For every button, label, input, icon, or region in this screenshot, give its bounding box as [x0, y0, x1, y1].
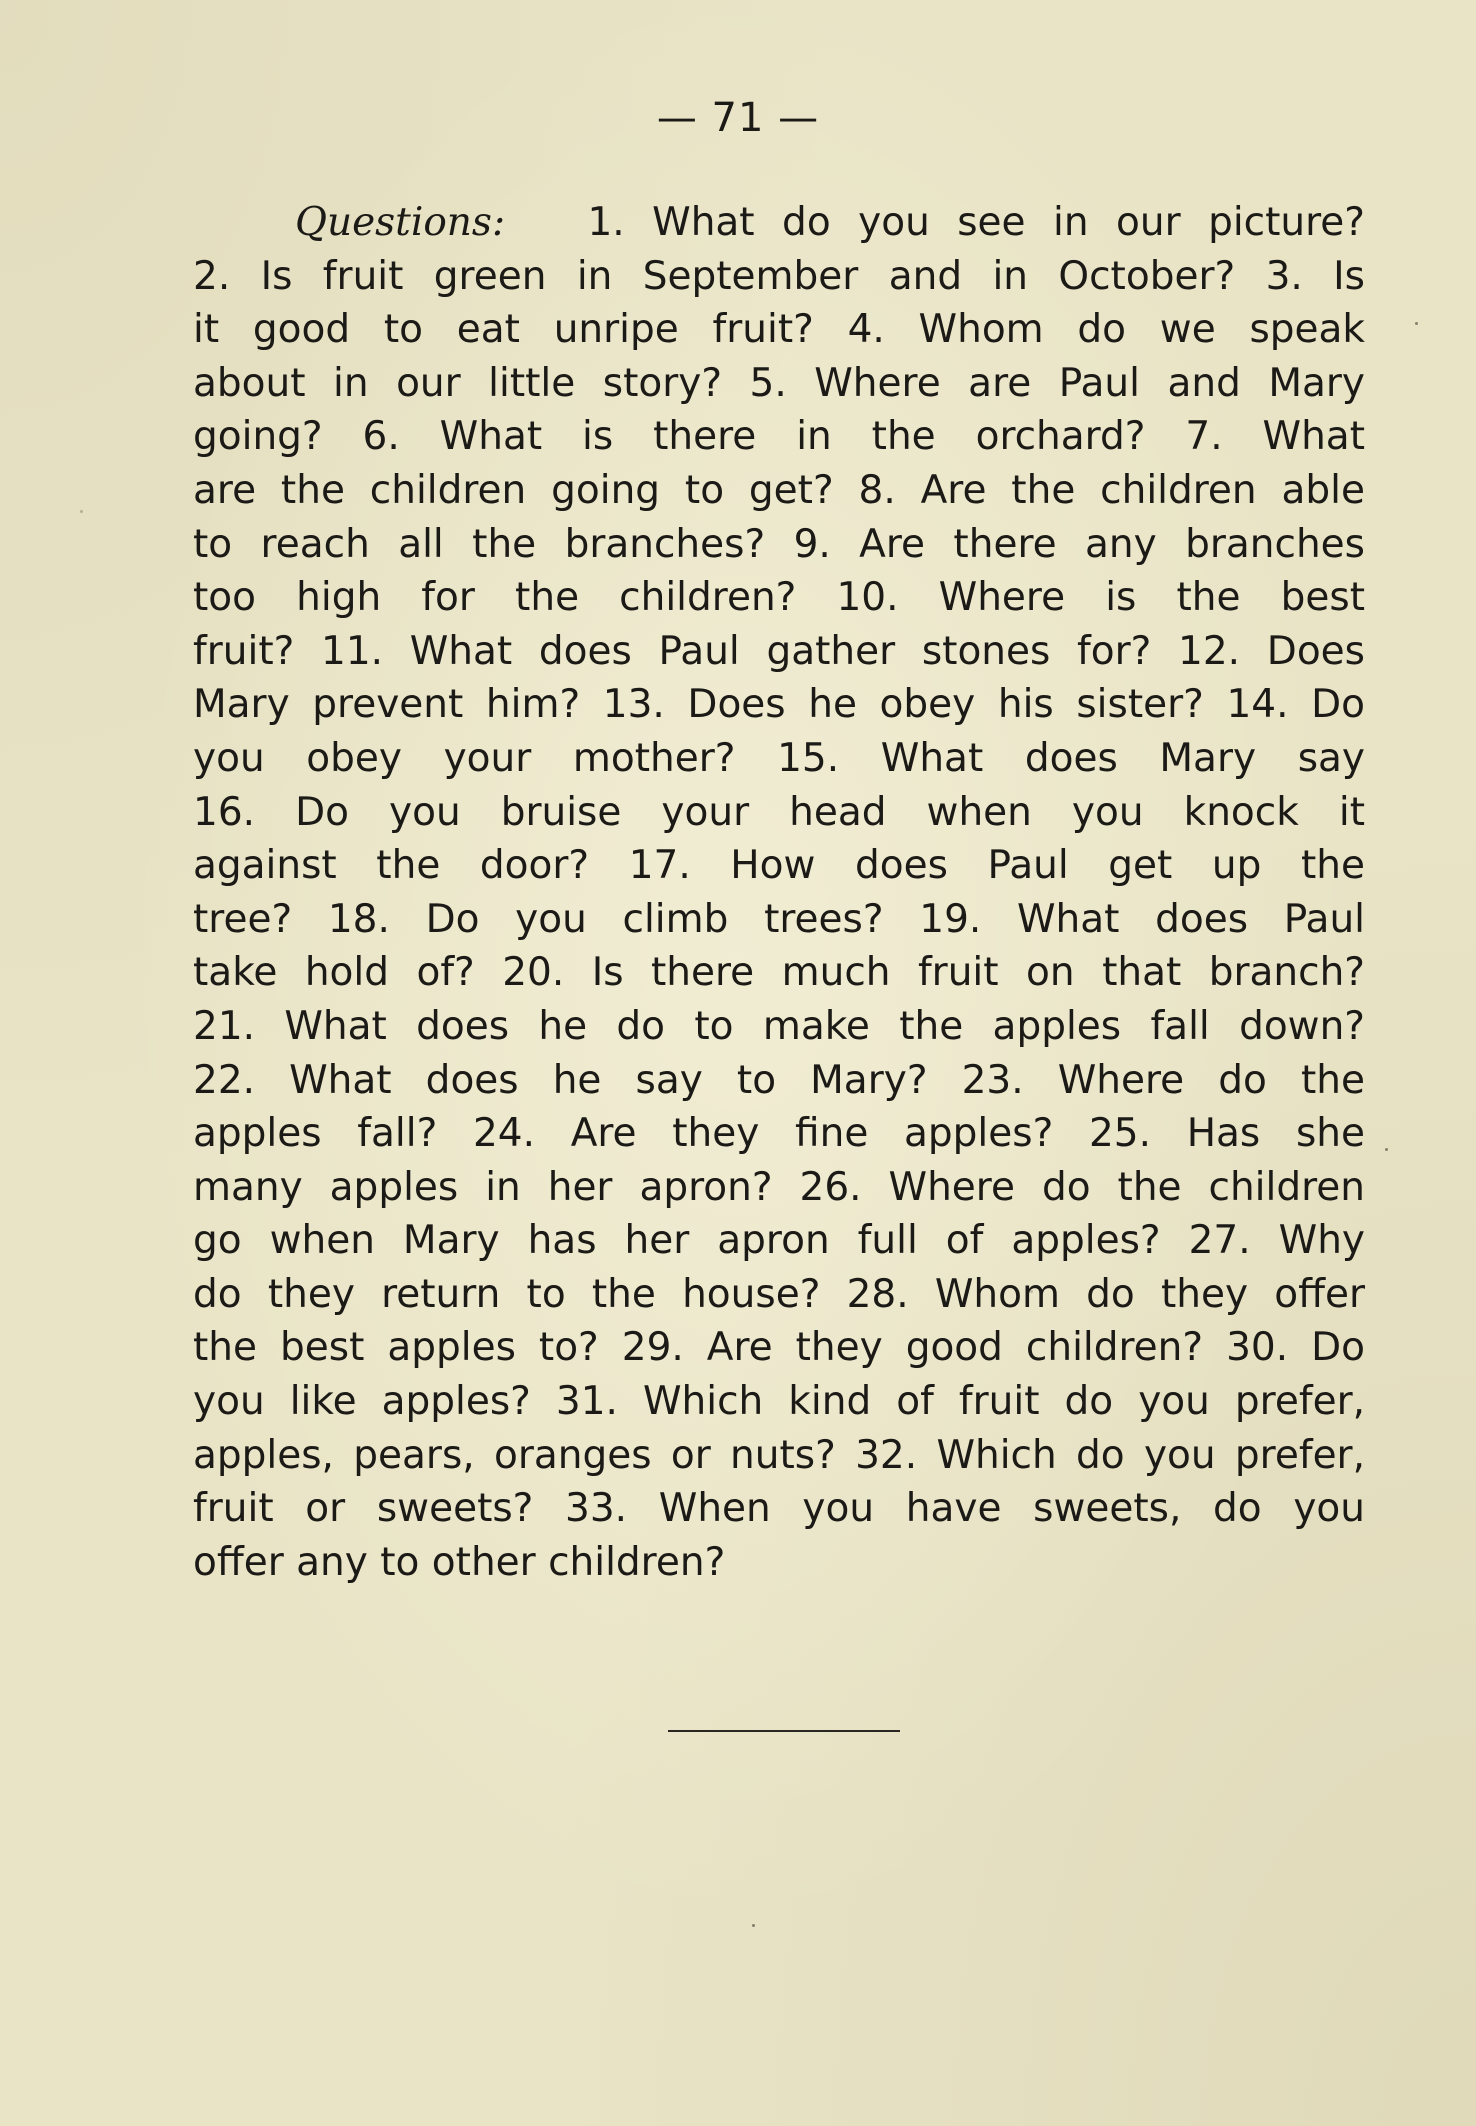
paragraph-line: are the children going to get? 8. Are the children able	[193, 467, 1365, 513]
paragraph-line: 2. Is fruit green in September and in October? 3. Is	[193, 253, 1365, 299]
line-text: 1. What do you see in our picture?	[587, 200, 1365, 245]
paragraph-line: tree? 18. Do you climb trees? 19. What does Paul	[193, 896, 1365, 942]
paragraph-line: many apples in her apron? 26. Where do the children	[193, 1164, 1365, 1210]
paragraph-line: the best apples to? 29. Are they good children? 30. Do	[193, 1325, 1365, 1371]
paragraph-line: fruit? 11. What does Paul gather stones for? 12. Does	[193, 628, 1365, 674]
paragraph-line: going? 6. What is there in the orchard? 7. What	[193, 414, 1365, 460]
paragraph-line: 22. What does he say to Mary? 23. Where do the	[193, 1057, 1365, 1103]
paper-speck	[752, 1924, 755, 1927]
paragraph-line: do they return to the house? 28. Whom do they offer	[193, 1271, 1365, 1317]
page-number: — 71 —	[656, 95, 820, 141]
paragraph-line: too high for the children? 10. Where is the best	[193, 575, 1365, 621]
section-divider	[668, 1730, 900, 1732]
paragraph-line: 21. What does he do to make the apples fall down?	[193, 1003, 1365, 1049]
paragraph-line: fruit or sweets? 33. When you have sweets, do you	[193, 1486, 1365, 1532]
paragraph-line: to reach all the branches? 9. Are there any branches	[193, 521, 1365, 567]
paragraph-line: it good to eat unripe fruit? 4. Whom do we speak	[193, 307, 1365, 353]
paper-speck	[1030, 1290, 1033, 1293]
paragraph-line: apples fall? 24. Are they fine apples? 25. Has she	[193, 1111, 1365, 1157]
paper-speck	[80, 510, 83, 513]
paragraph-line: against the door? 17. How does Paul get up the	[193, 843, 1365, 889]
paragraph-line: offer any to other children?	[193, 1539, 726, 1585]
paper-speck	[1385, 1148, 1388, 1151]
paragraph-line: you like apples? 31. Which kind of fruit do you prefer,	[193, 1379, 1365, 1425]
paragraph-line: Mary prevent him? 13. Does he obey his sister? 14. Do	[193, 682, 1365, 728]
paragraph-line: apples, pears, oranges or nuts? 32. Which do you prefer,	[193, 1432, 1365, 1478]
paragraph-line: 16. Do you bruise your head when you knock it	[193, 789, 1365, 835]
paragraph-line: about in our little story? 5. Where are Paul and Mary	[193, 360, 1365, 406]
paragraph-line: go when Mary has her apron full of apples? 27. Why	[193, 1218, 1365, 1264]
paragraph-line: take hold of? 20. Is there much fruit on that branch?	[193, 950, 1365, 996]
paragraph-line	[193, 196, 1365, 250]
questions-paragraph	[193, 196, 1365, 1589]
questions-heading: Questions:	[295, 200, 506, 245]
paper-speck	[1415, 322, 1418, 325]
paragraph-line: you obey your mother? 15. What does Mary say	[193, 735, 1365, 781]
